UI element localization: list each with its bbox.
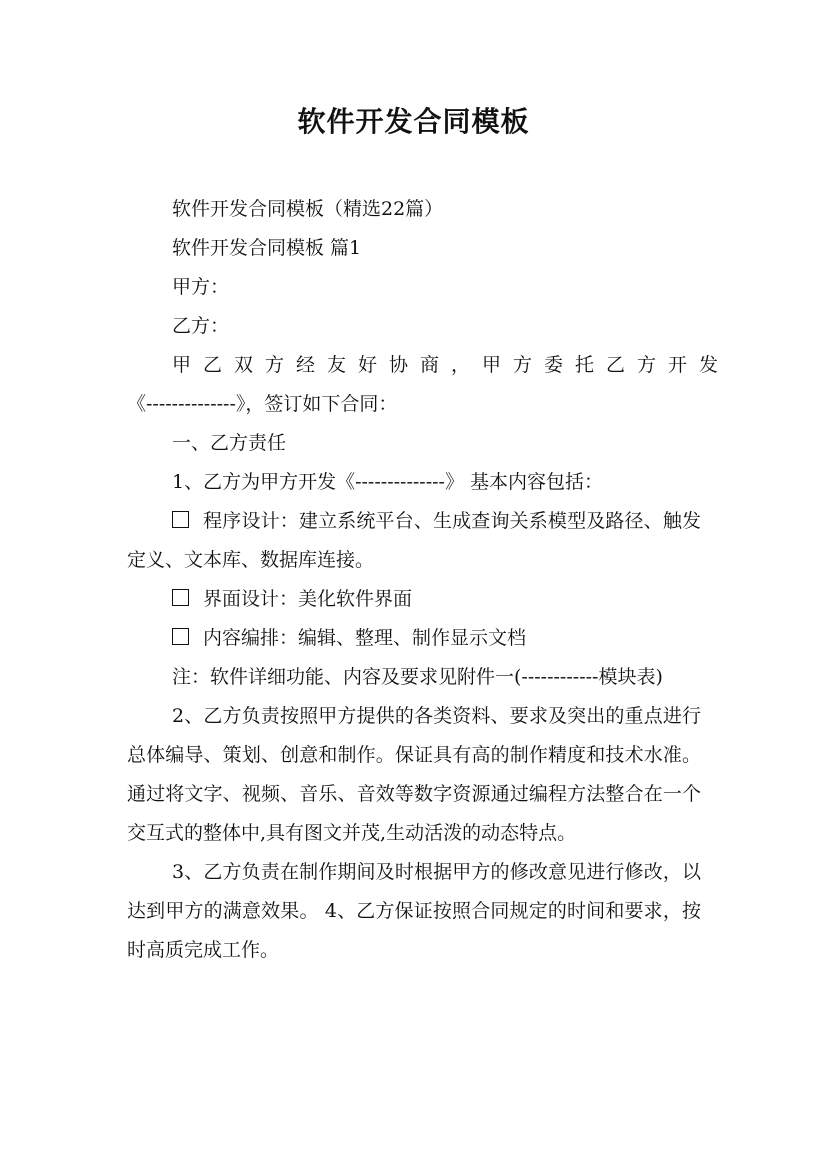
paragraph-section-heading: 软件开发合同模板 篇1	[172, 237, 362, 259]
paragraph-program-design	[127, 502, 701, 580]
document-title: 软件开发合同模板	[297, 105, 530, 138]
paragraph-agreement-line1: 甲乙双方经友好协商，甲方委托乙方开发	[172, 354, 731, 376]
paragraph-note: 注：软件详细功能、内容及要求见附件一(------------模块表)	[172, 666, 663, 688]
checkbox-content-layout[interactable]	[172, 628, 189, 645]
checkbox-interface-design[interactable]	[172, 589, 189, 606]
checkbox-program-design[interactable]	[172, 511, 189, 528]
paragraph-clause-1: 1、乙方为甲方开发《--------------》 基本内容包括：	[172, 471, 604, 493]
paragraph-content-layout	[127, 619, 701, 658]
paragraph-interface-design	[127, 580, 701, 619]
paragraph-clause-2: 2、乙方负责按照甲方提供的各类资料、要求及突出的重点进行总体编导、策划、创意和制作。保证具有高的制作精度和技术水准。通过将文字、视频、音乐、音效等数字资源通过编程方法整合在一个交互式的整体中,具有图文并茂,生动活泼的动态特点。	[127, 705, 701, 844]
paragraph-agreement-line2: 《--------------》，签订如下合同：	[127, 393, 398, 415]
paragraph-clause-3-4: 3、乙方负责在制作期间及时根据甲方的修改意见进行修改，以达到甲方的满意效果。 4、乙方保证按照合同规定的时间和要求，按时高质完成工作。	[127, 861, 701, 961]
interface-design-text: 界面设计：美化软件界面	[203, 588, 413, 610]
paragraph-party-a: 甲方：	[172, 276, 230, 298]
program-design-text: 程序设计：建立系统平台、生成查询关系模型及路径、触发定义、文本库、数据库连接。	[127, 510, 701, 571]
content-layout-text: 内容编排：编辑、整理、制作显示文档	[203, 627, 527, 649]
paragraph-subtitle: 软件开发合同模板（精选22篇）	[172, 198, 444, 220]
paragraph-clause-heading: 一、乙方责任	[172, 432, 287, 454]
paragraph-party-b: 乙方：	[172, 315, 230, 337]
document-body	[127, 190, 731, 970]
